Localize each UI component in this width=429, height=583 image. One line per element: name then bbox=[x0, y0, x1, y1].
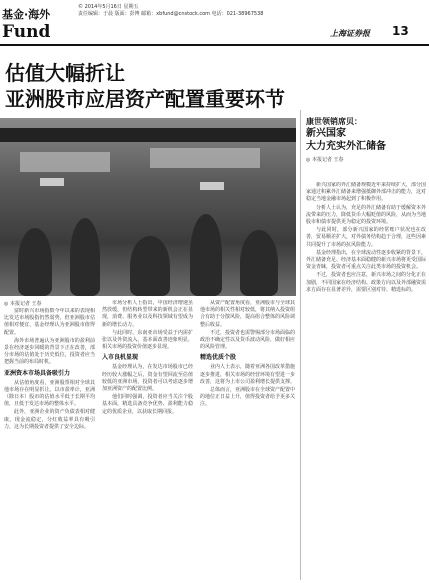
section-subheading: 亚洲资本市场具备吸引力 bbox=[4, 369, 71, 377]
body-paragraph: 不过，投资者也需警惕部分市场面临的政治不确定性以及货币波动风险，做好相应的风险管理。 bbox=[200, 329, 295, 351]
headline-line-1: 估值大幅折让 bbox=[5, 61, 125, 85]
body-paragraph: 此外，亚洲企业的资产负债表相对健康，现金流稳定，分红收益率具有吸引力，这为长期投资者提供了安全边际。 bbox=[4, 409, 95, 430]
editor-info: 责任编辑：于晨 版面：彭博 邮箱：xbfund@cnstock.com 电话：021-38967538 bbox=[78, 11, 264, 17]
photo-light bbox=[200, 182, 224, 190]
trading-floor-photo bbox=[0, 118, 296, 296]
body-paragraph: 从资产配置角度看，亚洲股市与全球其他市场的相关性相对较低，将其纳入投资组合有助于分散风险，提高组合整体的风险调整后收益。 bbox=[200, 300, 295, 328]
article-headline bbox=[5, 60, 300, 112]
section-subheading: 入市良机显现 bbox=[102, 354, 139, 362]
body-paragraph: 新兴国家的外汇储备规模近年来持续扩大，部分国家通过积累外汇储备来增强抵御外部冲击的能力，这对稳定当地金融市场起到了积极作用。 bbox=[306, 182, 426, 203]
photo-person bbox=[18, 228, 52, 296]
sidebar-kicker: 康世领销席贝： bbox=[306, 117, 362, 126]
body-paragraph: 富时新兴市场指数今年以来的表现相比发达市场股指仍然弱势，但亚洲股市估值相对便宜，基金经理认为亚洲股市值得配置。 bbox=[4, 308, 95, 336]
body-paragraph: 市场分析人士指出，中国经济增速虽然放缓，但结构转型带来的新机会正在显现，消费、服务业以及科技领域有望成为新的增长动力。 bbox=[102, 300, 193, 328]
photo-light bbox=[40, 178, 64, 186]
sidebar-title-line-2: 大力充实外汇储备 bbox=[306, 141, 386, 152]
newspaper-name: 上海证券报 bbox=[330, 28, 370, 38]
page-number: 13 bbox=[392, 24, 409, 38]
sidebar-title-line-1: 新兴国家 bbox=[306, 128, 346, 139]
body-paragraph: 与此同时，东南亚市场受益于内需扩张以及外资流入，基本面改善迹象明显，相关市场的投资价值逐步显现。 bbox=[102, 329, 193, 351]
body-paragraph: 基金经理指出，在全球流动性逐步收紧的背景下，外汇储备充足、经济基本面稳健的新兴市场将更受国际资金青睐，投资者可重点关注此类市场的投资机会。 bbox=[306, 249, 426, 271]
body-paragraph: 海外市场普遍认为亚洲股市的盈利前景在经济逐步回暖的背景下正在改善，部分市场的估值处于历史低位，投资者应当把握当前的布局时机。 bbox=[4, 337, 95, 366]
issue-meta bbox=[78, 4, 263, 18]
body-paragraph: 分析人士认为，充足的外汇储备有助于缓解资本外流带来的压力，降低货币大幅贬值的风险，从而为当地股市和债市提供更为稳定的投资环境。 bbox=[306, 204, 426, 226]
photo-board bbox=[20, 152, 110, 172]
body-paragraph: 基金经理认为，在发达市场股市已经经历较大涨幅之后，资金有望回流至估值较低的亚洲市场，投资者可以考虑逐步增加亚洲资产的配置比例。 bbox=[102, 364, 193, 393]
masthead bbox=[0, 0, 429, 46]
body-paragraph: 不过，投资者也应注意，新兴市场之间的分化正在加剧，不同国家在经济结构、政策方向以及外部融资需求方面存在显著差异，需要区别对待、精选标的。 bbox=[306, 272, 426, 293]
section-title-en: Fund bbox=[2, 22, 51, 42]
sidebar-byline: ◎ 本报记者 王春 bbox=[306, 157, 344, 163]
photo-board bbox=[150, 148, 260, 168]
column-divider bbox=[300, 110, 301, 580]
sidebar-column bbox=[306, 182, 426, 580]
photo-person bbox=[70, 218, 100, 296]
section-title-cn: 基金·海外 bbox=[2, 8, 51, 21]
photo-caption: ◎ 本报记者 王春 bbox=[4, 301, 42, 307]
headline-line-2: 亚洲股市应居资产配置重要环节 bbox=[5, 87, 285, 111]
issue-date: © 2014年5月16日 星期五 bbox=[78, 4, 139, 10]
body-paragraph: 总体而言，亚洲股市在全球资产配置中的地位正日益上升，值得投资者给予更多关注。 bbox=[200, 387, 295, 408]
body-paragraph: 业内人士表示，随着亚洲各国改革措施逐步推进，相关市场的经营环境有望进一步改善，这将为上市公司盈利增长提供支撑。 bbox=[200, 364, 295, 385]
sidebar-headline bbox=[306, 116, 426, 163]
photo-person bbox=[190, 214, 222, 296]
article-column-1 bbox=[4, 308, 95, 580]
article-column-3 bbox=[200, 300, 295, 580]
body-paragraph: 从估值角度看，亚洲股票相对全球其他市场存在明显折让。以市盈率计，亚洲（除日本）股市的估值水平低于长期平均值，且低于发达市场的整体水平。 bbox=[4, 379, 95, 408]
photo-person bbox=[130, 236, 170, 296]
photo-ticker-band bbox=[0, 128, 296, 142]
body-paragraph: 他们同时强调，投资者应当关注个股基本面，精选具备竞争优势、盈利能力稳定的优质企业，以获取长期回报。 bbox=[102, 394, 193, 415]
section-subheading: 精选优质个股 bbox=[200, 354, 237, 362]
article-column-2 bbox=[102, 300, 193, 580]
photo-person bbox=[240, 230, 278, 296]
body-paragraph: 与此同时，部分新兴国家的经常账户状况也在改善，贸易顺差扩大，对外债务结构趋于合理，这些因素共同提升了市场的抗风险能力。 bbox=[306, 227, 426, 248]
masthead-rule bbox=[0, 44, 429, 46]
